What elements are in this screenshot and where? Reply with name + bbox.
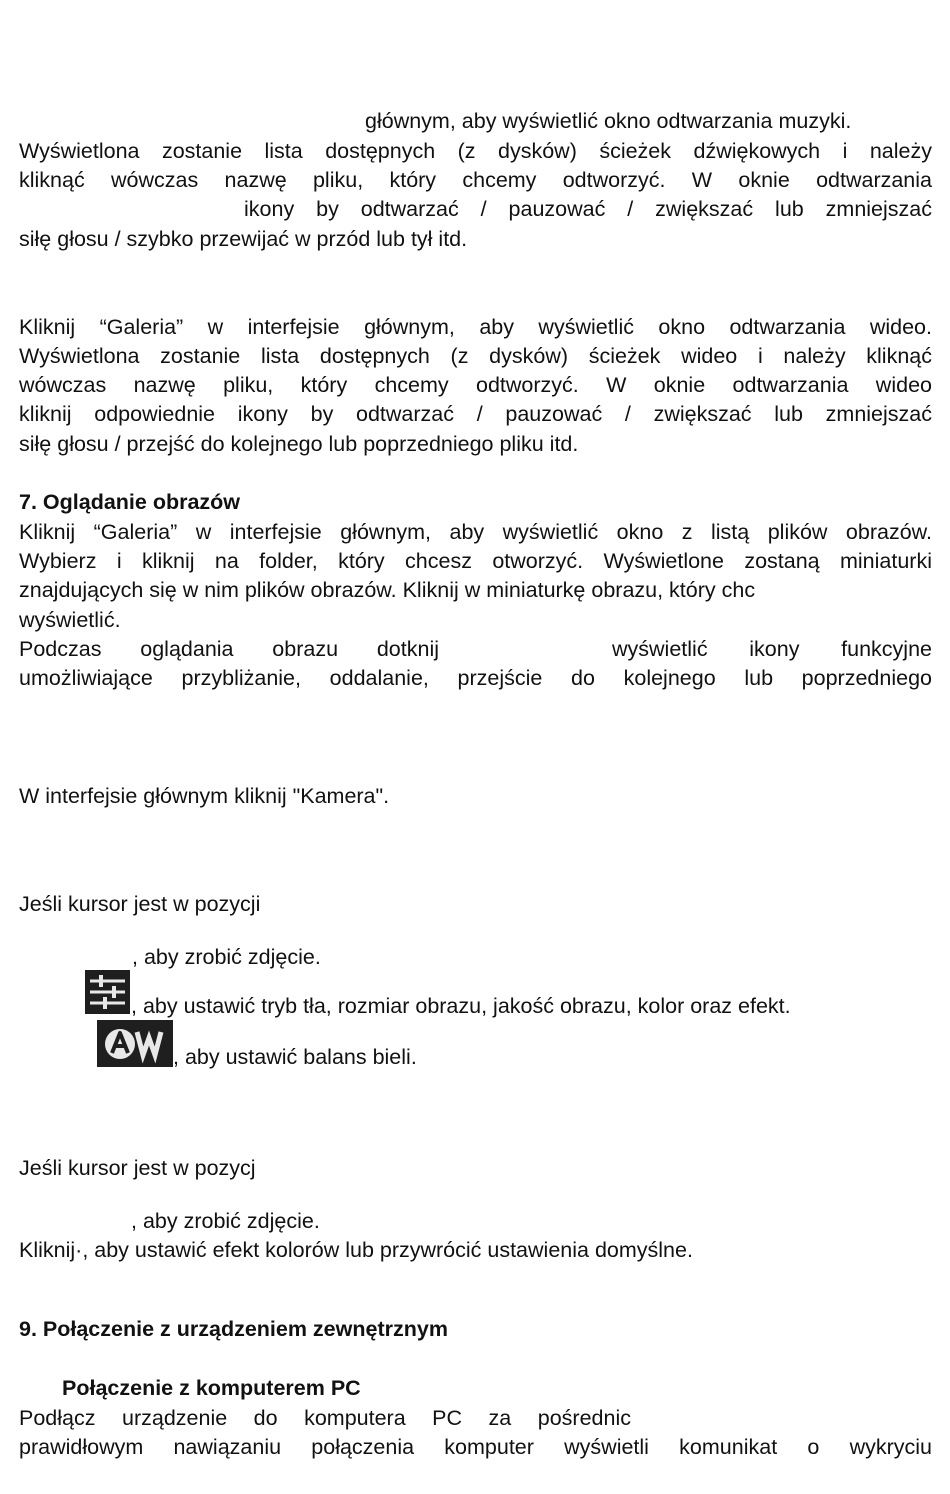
camera-photo-take: , aby zrobić zdjęcie. (132, 945, 321, 969)
video-line-4: kliknij odpowiednie ikony by odtwarzać / pauzować / zwiększać lub zmniejszać (19, 402, 932, 426)
music-line-1: głównym, aby wyświetlić okno odtwarzania muzyki. (365, 109, 852, 133)
connect-line-1: Podłącz urządzenie do komputera PC za pośrednic (19, 1406, 631, 1430)
images-line-6: umożliwiające przybliżanie, oddalanie, przejście do kolejnego lub poprzedniego (19, 666, 932, 690)
connect-line-2: prawidłowym nawiązaniu połączenia komputer wyświetli komunikat o wykryciu (19, 1435, 932, 1459)
music-line-2: Wyświetlona zostanie lista dostępnych (z dysków) ścieżek dźwiękowych i należy (19, 139, 932, 163)
music-line-3: kliknąć wówczas nazwę pliku, który chcemy odtworzyć. W oknie odtwarzania (19, 168, 932, 192)
images-line-3: znajdujących się w nim plików obrazów. Kliknij w miniaturkę obrazu, który chc (19, 578, 756, 602)
connect-subheading: Połączenie z komputerem PC (62, 1376, 361, 1400)
images-line-4: wyświetlić. (19, 608, 121, 632)
video-line-5: siłę głosu / przejść do kolejnego lub poprzedniego pliku itd. (19, 432, 579, 456)
music-line-4: ikony by odtwarzać / pauzować / zwiększać lub zmniejszać (244, 197, 932, 221)
images-line-2: Wybierz i kliknij na folder, który chcesz otworzyć. Wyświetlone zostaną miniaturki (19, 549, 932, 573)
music-line-5: siłę głosu / szybko przewijać w przód lub tył itd. (19, 227, 468, 251)
sliders-icon (85, 970, 130, 1014)
connect-heading: 9. Połączenie z urządzeniem zewnętrznym (19, 1317, 448, 1341)
images-line-1: Kliknij “Galeria” w interfejsie głównym, aby wyświetlić okno z listą plików obrazów. (19, 520, 932, 544)
video-line-1: Kliknij “Galeria” w interfejsie głównym, aby wyświetlić okno odtwarzania wideo. (19, 315, 932, 339)
camera-video-intro: Jeśli kursor jest w pozycj (19, 1156, 256, 1180)
video-line-2: Wyświetlona zostanie lista dostępnych (z dysków) ścieżek wideo i należy kliknąć (19, 344, 932, 368)
images-line-5b: wyświetlić ikony funkcyjne (612, 637, 932, 661)
images-line-5a: Podczas oglądania obrazu dotknij (19, 637, 439, 661)
camera-line-1: W interfejsie głównym kliknij "Kamera". (19, 784, 390, 808)
camera-photo-intro: Jeśli kursor jest w pozycji (19, 892, 261, 916)
video-line-3: wówczas nazwę pliku, który chcemy odtworzyć. W oknie odtwarzania wideo (19, 373, 932, 397)
camera-photo-wb: , aby ustawić balans bieli. (173, 1045, 417, 1069)
camera-video-take: , aby zrobić zdjęcie. (131, 1209, 320, 1233)
camera-photo-settings: , aby ustawić tryb tła, rozmiar obrazu, jakość obrazu, kolor oraz efekt. (131, 994, 791, 1018)
auto-white-balance-icon (97, 1020, 173, 1067)
camera-video-effect: Kliknij·, aby ustawić efekt kolorów lub przywrócić ustawienia domyślne. (19, 1238, 693, 1262)
images-heading: 7. Oglądanie obrazów (19, 490, 241, 514)
